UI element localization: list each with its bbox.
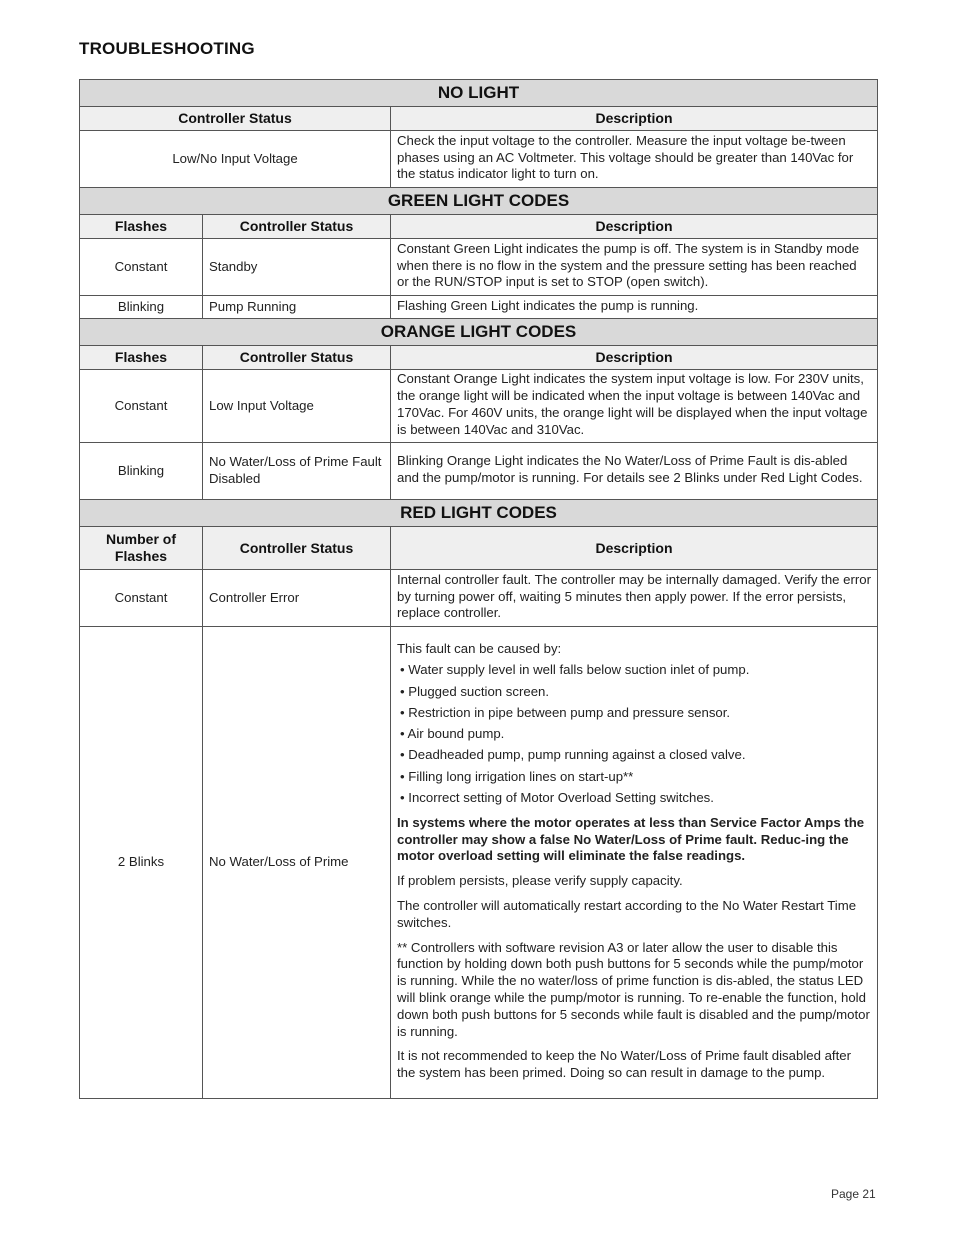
status-cell: No Water/Loss of Prime Fault Disabled (203, 443, 391, 500)
flashes-cell: Constant (80, 370, 203, 443)
section-title: ORANGE LIGHT CODES (80, 319, 878, 346)
table-row (80, 370, 878, 443)
paragraph: ** Controllers with software revision A3 or later allow the user to disable this function by holding down both push buttons for 5 seconds while the pump/motor is running. While the no water/loss of prime function is dis-abled, the status LED will blink orange while the pump/motor is running. To re-enable the function, hold down both push buttons for 5 seconds while fault is disabled and the pump/motor is running. (397, 939, 870, 1039)
section-title: RED LIGHT CODES (80, 500, 878, 527)
description-cell: Blinking Orange Light indicates the No Water/Loss of Prime Fault is dis-abled and the pump/motor is running. For details see 2 Blinks under Red Light Codes. (391, 443, 878, 500)
description-cell: Constant Orange Light indicates the system input voltage is low. For 230V units, the orange light will be indicated when the input voltage is between 140Vac and 170Vac. For 460V units, the orange light will be displayed when the input voltage is between 140Vac and 310Vac. (391, 370, 878, 443)
description-cell (391, 627, 878, 1099)
status-cell: Standby (203, 239, 391, 296)
column-header: Controller Status (203, 527, 391, 570)
status-cell: Low/No Input Voltage (80, 131, 391, 188)
intro-text: This fault can be caused by: (397, 640, 562, 656)
column-header-row (80, 346, 878, 370)
page-number: Page 21 (831, 1187, 876, 1201)
flashes-cell: Blinking (80, 443, 203, 500)
section-header-red (80, 500, 878, 527)
cause-bullet: • Filling long irrigation lines on start-up** (400, 768, 634, 784)
status-cell: Low Input Voltage (203, 370, 391, 443)
table-row (80, 627, 878, 1099)
section-title: GREEN LIGHT CODES (80, 188, 878, 215)
paragraph: If problem persists, please verify supply capacity. (397, 873, 683, 889)
table-row (80, 443, 878, 500)
flashes-cell: Constant (80, 570, 203, 627)
troubleshooting-table (79, 79, 878, 1099)
cause-bullet: • Water supply level in well falls below suction inlet of pump. (400, 662, 750, 678)
section-header-orange (80, 319, 878, 346)
table-row (80, 296, 878, 319)
cause-bullet: • Plugged suction screen. (400, 683, 550, 699)
column-header-row (80, 107, 878, 131)
cause-bullet: • Incorrect setting of Motor Overload Setting switches. (400, 790, 714, 806)
table-row (80, 570, 878, 627)
status-cell: Pump Running (203, 296, 391, 319)
column-header: Description (391, 346, 878, 370)
column-header: Flashes (80, 346, 203, 370)
column-header: Description (391, 107, 878, 131)
column-header: Controller Status (203, 215, 391, 239)
column-header: Number of Flashes (80, 527, 203, 570)
page-heading: TROUBLESHOOTING (79, 39, 255, 58)
status-cell: Controller Error (203, 570, 391, 627)
section-header-no-light (80, 80, 878, 107)
table-row (80, 239, 878, 296)
paragraph: The controller will automatically restart according to the No Water Restart Time switches. (397, 898, 857, 930)
cause-bullet: • Restriction in pipe between pump and pressure sensor. (400, 704, 731, 720)
section-title: NO LIGHT (80, 80, 878, 107)
paragraph: It is not recommended to keep the No Water/Loss of Prime fault disabled after the system has been primed. Doing so can result in damage to the pump. (397, 1048, 851, 1081)
column-header: Description (391, 527, 878, 570)
cause-bullet: • Deadheaded pump, pump running against a closed valve. (400, 747, 746, 763)
column-header: Flashes (80, 215, 203, 239)
section-header-green (80, 188, 878, 215)
column-header: Controller Status (80, 107, 391, 131)
description-cell: Check the input voltage to the controller. Measure the input voltage be-tween phases using an AC Voltmeter. This voltage should be greater than 140Vac for the status indicator light to turn on. (391, 131, 878, 188)
status-cell: No Water/Loss of Prime (203, 627, 391, 1099)
column-header-row (80, 215, 878, 239)
column-header: Controller Status (203, 346, 391, 370)
description-cell: Constant Green Light indicates the pump is off. The system is in Standby mode when there is no flow in the system and the pressure setting has been reached or the RUN/STOP input is set to STOP (open switch). (391, 239, 878, 296)
description-cell: Flashing Green Light indicates the pump is running. (391, 296, 878, 319)
flashes-cell: 2 Blinks (80, 627, 203, 1099)
bold-note: In systems where the motor operates at less than Service Factor Amps the controller may show a false No Water/Loss of Prime fault. Reduc-ing the motor overload setting will eliminate the false readings. (397, 814, 865, 864)
cause-bullet: • Air bound pump. (400, 726, 505, 742)
flashes-cell: Constant (80, 239, 203, 296)
flashes-cell: Blinking (80, 296, 203, 319)
table-row (80, 131, 878, 188)
column-header: Description (391, 215, 878, 239)
description-cell: Internal controller fault. The controller may be internally damaged. Verify the error by turning power off, waiting 5 minutes then apply power. If the error persists, replace controller. (391, 570, 878, 627)
column-header-row (80, 527, 878, 570)
